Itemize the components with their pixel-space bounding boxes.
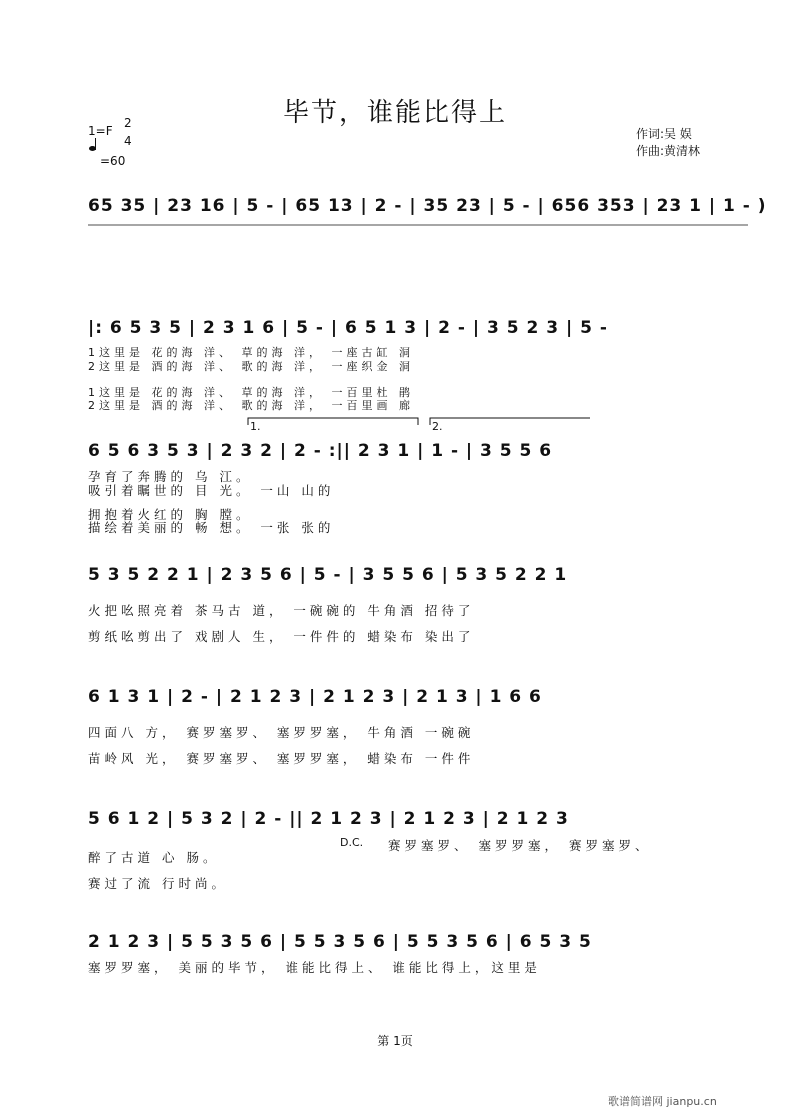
- tempo-marking: =60: [100, 154, 126, 168]
- volta-bracket-1: [248, 418, 418, 425]
- song-title: 毕节，谁能比得上: [282, 98, 507, 128]
- key-signature: 1=F: [88, 124, 113, 138]
- volta-1-label: 1.: [250, 420, 261, 433]
- page-number: 第 1页: [377, 1034, 413, 1048]
- system-2-notes: 6 5 6 3 5 3 | 2 3 2 | 2 - :|| 2 3 1 | 1 - | 3 5 5 6: [88, 441, 553, 461]
- lyricist: 作词:吴 娱: [636, 127, 692, 141]
- system-1-lyric-1: 1这里是 花的海 洋、 草的海 洋， 一座古缸 洞: [88, 346, 414, 359]
- system-4-notes: 6 1 3 1 | 2 - | 2 1 2 3 | 2 1 2 3 | 2 1 3 | 1 6 6: [88, 687, 542, 707]
- system-5-lyric-2: 赛过了流 行时尚。: [88, 876, 228, 891]
- system-2-lyric-3: 拥抱着火红的 胸 膛。: [88, 507, 253, 522]
- system-5-lyric-tail: 赛罗塞罗、 塞罗罗塞， 赛罗塞罗、: [388, 838, 652, 853]
- dc-marking: D.C.: [340, 836, 364, 849]
- quarter-note-icon: [89, 146, 96, 151]
- system-1-lyric-3: 1这里是 花的海 洋、 草的海 洋， 一百里杜 鹃: [88, 386, 414, 399]
- system-2-lyric-1: 孕育了奔腾的 乌 江。: [88, 469, 253, 484]
- system-1-lyric-2: 2这里是 酒的海 洋、 歌的海 洋， 一座织金 洞: [88, 360, 414, 373]
- system-5-lyric-1: 醉了古道 心 肠。: [88, 850, 220, 865]
- system-2-lyric-2: 吸引着瞩世的 目 光。 一山 山的: [88, 483, 335, 498]
- composer: 作曲:黄清林: [636, 144, 701, 158]
- intro-staff: 65 35 | 23 16 | 5 - | 65 13 | 2 - | 35 23 | 5 - | 656 353 | 23 1 | 1 - ): [88, 196, 767, 216]
- system-1-lyric-4: 2这里是 酒的海 洋、 歌的海 洋， 一百里画 廊: [88, 399, 414, 412]
- system-2-lyric-4: 描绘着美丽的 畅 想。 一张 张的: [88, 520, 335, 535]
- volta-bracket-2: [430, 418, 590, 425]
- watermark: 歌谱简谱网 jianpu.cn: [608, 1095, 717, 1108]
- system-1-notes: |: 6 5 3 5 | 2 3 1 6 | 5 - | 6 5 1 3 | 2 - | 3 5 2 3 | 5 -: [88, 318, 608, 338]
- system-5-notes: 5 6 1 2 | 5 3 2 | 2 - || 2 1 2 3 | 2 1 2 3 | 2 1 2 3: [88, 809, 569, 829]
- time-signature-bottom: 4: [124, 134, 132, 148]
- credits: [636, 126, 700, 160]
- system-3-notes: 5 3 5 2 2 1 | 2 3 5 6 | 5 - | 3 5 5 6 | 5 3 5 2 2 1: [88, 565, 568, 585]
- system-4-lyric-1: 四面八 方， 赛罗塞罗、 塞罗罗塞， 牛角酒 一碗碗: [88, 725, 475, 740]
- time-signature-top: 2: [124, 116, 132, 130]
- system-4-lyric-2: 苗岭风 光， 赛罗塞罗、 塞罗罗塞， 蜡染布 一件件: [88, 751, 475, 766]
- volta-2-label: 2.: [432, 420, 443, 433]
- system-6-lyric-1: 塞罗罗塞， 美丽的毕节， 谁能比得上、 谁能比得上，这里是: [88, 960, 541, 975]
- system-3-lyric-1: 火把吆照亮着 茶马古 道， 一碗碗的 牛角酒 招待了: [88, 603, 475, 618]
- system-3-lyric-2: 剪纸吆剪出了 戏剧人 生， 一件件的 蜡染布 染出了: [88, 629, 475, 644]
- system-6-notes: 2 1 2 3 | 5 5 3 5 6 | 5 5 3 5 6 | 5 5 3 5 6 | 6 5 3 5: [88, 932, 592, 952]
